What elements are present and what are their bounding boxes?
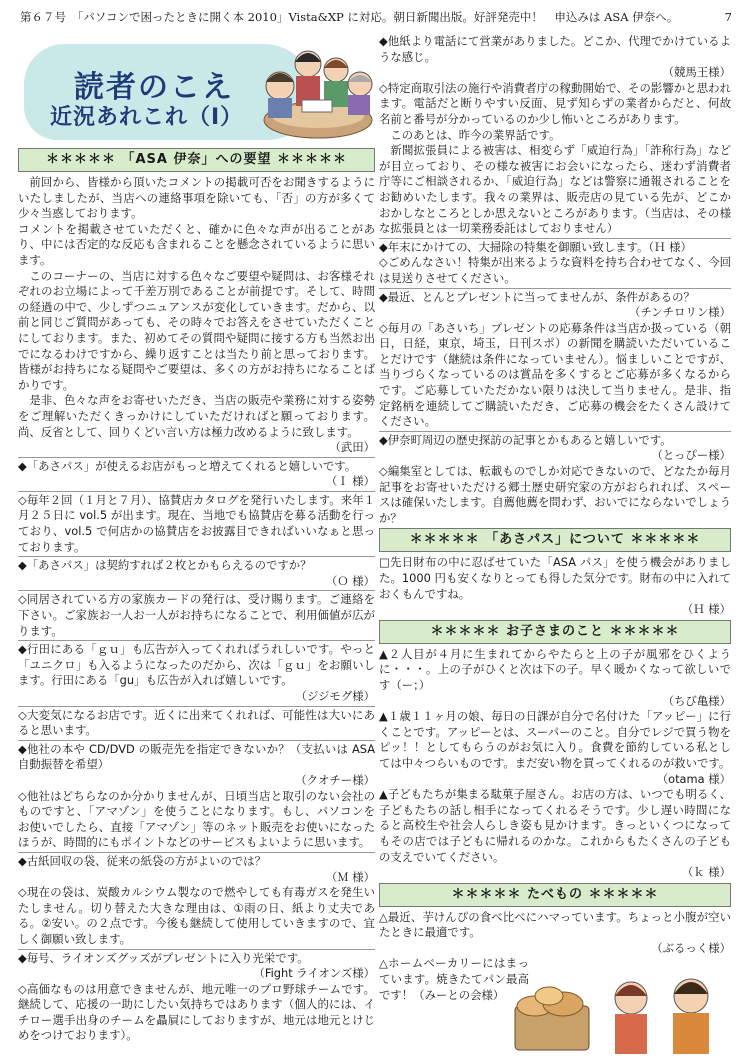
intro-paragraph: 前回から、皆様から頂いたコメントの掲載可否をお聞きするようにいたしましたが、当店への連絡事項を除いても、「否」の方が多くて少々当惑しております。 xyxy=(18,175,375,221)
page-number: 7 xyxy=(724,10,732,24)
reader-comment: ◆他紙より電話にて営業がありました。どこか、代理でかけているような感じ。 xyxy=(379,34,731,64)
shop-reply: ◇ごめんなさい！特集が出来るような資料を持ち合わせてなく、今回は見送りさせてください。 xyxy=(379,255,731,285)
signature: （ちび亀様） xyxy=(662,693,731,708)
divider xyxy=(18,457,375,458)
shop-reply: このあとは、昨今の業界話です。 xyxy=(390,127,561,142)
asa-pass-letters xyxy=(379,555,731,617)
shop-reply: ◇毎月の「あさいち」プレゼントの応募条件は当店か扱っている（朝日，日経，東京，埼玉，日刊スポ）の新聞を購読いただいていることだけです（継続は条件になっていません）。悩ましいことですが、当りづらくなっているのは賞品を多くするとご応募が多くなるからです。ご応募していただかない限りは決して当りません。是非、指定銘柄を連続してご購読いただき、ご応募の機会をたくさん設けてください。 xyxy=(379,320,731,429)
left-column xyxy=(18,34,375,1054)
shop-reply: ◇特定商取引法の施行や消費者庁の稼動開始で、その影響かと思われます。電話だと断りやすい反面、見ず知らずの業者からだと、何故名前と番号が分かっているのか少し怖いところがあります。 xyxy=(379,80,731,126)
divider xyxy=(18,556,375,557)
divider xyxy=(18,949,375,950)
shop-reply: ◇現在の袋は、炭酸カルシウム製なので燃やしても有毒ガスを発生いたしません。切り替えた大きな理由は、①雨の日、紙より丈夫である。②安い。の２点です。今後も継続して使用していきますので、宜しく御願い致します。 xyxy=(18,885,375,946)
divider xyxy=(18,852,375,853)
page-header xyxy=(20,2,732,32)
signature: （とっぴー様） xyxy=(651,448,731,463)
intro-paragraph: 是非、色々な声をお寄せいただき、当店の販売や業務に対する姿勢をご理解いただくきっかけにしていただければと願っております。尚、反省として、回りくどい言い方は極力改めるように致します。 xyxy=(18,393,375,439)
intro-paragraph: このコーナーの、当店に対する色々なご要望や疑問は、お客様それぞれのお立場によって千差万別であることが前提です。そして、時間の経過の中で、少しずつニュアンスが変化していきます。だから、以前と同じご質問があっても、その時々でお答えをさせていただくことにしております。また、初めてその質問や疑問に接する方も当然お出でになるわけですから、繰り返すことは当たり前と思っております。皆様がお持ちになる疑問やご要望は、多くの方がお持ちになることばかりです。 xyxy=(18,268,375,392)
reader-comment: △ホームベーカリーにはまっています。焼きたてパン最高です！（みーとの会様） xyxy=(379,956,529,1002)
divider xyxy=(379,288,731,289)
signature: （otama 様） xyxy=(656,771,731,786)
reader-comment: ◆「あさパス」が使えるお店がもっと増えてくれると嬉しいです。 xyxy=(18,458,357,473)
signature: （武田） xyxy=(329,440,375,455)
shop-reply: ◇編集室としては、転載ものでしか対応できないので、どなたか毎月記事をお寄せいただける郷土歴史研究家の方がおられれば、スペースは確保いたします。自薦他薦を問わず、おいでにならないでしょうか？ xyxy=(379,464,731,525)
header-text: 第６７号 「パソコンで困ったときに開く本 2010」Vista&XP に対応。朝日新聞出版。好評発売中！ 申込みは ASA 伊奈へ。 xyxy=(20,10,679,24)
shop-reply: 新聞拡張員による被害は、相変らず「威迫行為」「詐称行為」などが目立っており、その様な被害にお会いになったら、迷わず消費者庁等にご相談されるか、「威迫行為」などは警察に通報されることをお勧めいたします。我々の業界は、販売店の見ている先が、どこかおかしなところとしか思えないところがあります。（当店は、その様な拡張員とは一切業務委託はしておりません） xyxy=(379,143,731,236)
shop-reply: ◇同居されている方の家族カードの発行は、受け賜ります。ご連絡を下さい。ご家族お一人お一人がお持ちになることで、利用価値が広がります。 xyxy=(18,592,375,638)
shop-reply: ◇他社はどちらなのか分かりませんが、日頃当店と取引のない会社のものですと、「アマゾン」を使うことになります。もし、パソコンをお使いでしたら、直接「アマゾン」等のネット販売をお使いになったほうが、時間的にもポイントなどのサービスもよいように思います。 xyxy=(18,788,375,850)
signature: （クオチー様） xyxy=(295,772,375,787)
kids-letters xyxy=(379,647,731,881)
shop-reply: ◇毎年２回（１月と７月）、協賛店カタログを発行いたします。来年１月２５日に vol.5 が出ます。現在、当地でも協賛店を募る活動を行っており、vol.5 で何店かの協賛店をお披露目できればいいなぁと思っております。 xyxy=(18,492,375,554)
divider xyxy=(18,740,375,741)
section-header-asa-pass: ＊＊＊＊＊ 「あさパス」について ＊＊＊＊＊ xyxy=(379,528,731,552)
reader-comment: ◆「あさパス」は契約すれば２枚とかもらえるのですか？ xyxy=(18,558,312,573)
reader-comment: ◆毎号、ライオンズグッズがプレゼントに入り光栄です。 xyxy=(18,950,309,965)
reader-comment: ◆他社の本や CD/DVD の販売先を指定できないか？（支払いは ASA 自動振替を希望） xyxy=(18,741,375,772)
reader-comment: ◆古紙回収の袋、従来の紙袋の方がよいのでは？ xyxy=(18,853,266,868)
reader-comment: ◆行田にある「ｇｕ」も広告が入ってくれればうれしいです。やっと「ユニクロ」も入るようになったのだから、次は「ｇｕ」をお願いします。行田にある「gu」も広告が入れば嬉しいです。 xyxy=(18,642,375,688)
shop-reply: ◇大変気になるお店です。近くに出来てくれれば、可能性は大いにあると思います。 xyxy=(18,707,375,738)
divider xyxy=(18,640,375,641)
signature: （Ｍ 様） xyxy=(325,869,375,884)
divider xyxy=(379,238,731,239)
signature: （ジジモグ様） xyxy=(295,689,375,703)
divider xyxy=(379,431,731,432)
divider xyxy=(18,706,375,707)
signature: （Ｉ 様） xyxy=(325,474,375,489)
reader-comment: ◆伊奈町周辺の歴史探訪の記事とかもあると嬉しいです。 xyxy=(379,432,672,447)
section-header-kids: ＊＊＊＊＊ お子さまのこと ＊＊＊＊＊ xyxy=(379,620,731,644)
shop-reply: ◇高価なものは用意できませんが、地元唯一のプロ野球チームです。継続して、応援の一助にしたい気持ちではあります（個人的には、イチロー選手出身のチームを贔屓にしておりますが、地元は地元とけじめをつけております）。 xyxy=(18,981,375,1043)
reader-comment: △最近、芋けんぴの食べ比べにハマっています。ちょっと小腹が空いたときに最適です。 xyxy=(379,909,731,940)
signature: （Ｈ 様） xyxy=(681,602,731,617)
right-column xyxy=(379,34,731,1054)
title-block xyxy=(18,34,375,146)
page-title: 読者のこえ xyxy=(74,70,234,105)
signature: （Fight ライオンズ様） xyxy=(253,966,375,981)
reader-comment: ◆年末にかけての、大掃除の特集を御願い致します。（Ｈ 様） xyxy=(379,239,692,254)
bread-and-women-illustration xyxy=(511,966,731,1054)
signature: （チンチロリン様） xyxy=(629,305,731,320)
signature: （Ｏ 様） xyxy=(325,573,375,588)
divider xyxy=(18,590,375,591)
signature: （ぶるっく様） xyxy=(651,940,731,955)
reader-comment: ▲２人目が４月に生まれてからやたらと上の子が風邪をひくように・・・。上の子がひくと次は下の子。早く暖かくなって欲しいです（ー；） xyxy=(379,646,731,692)
intro-paragraph: コメントを掲載させていただくと、確かに色々な声が出ることがあり、中には否定的な反応も含まれることを懸念されているように思います。 xyxy=(18,221,375,267)
section-header-food: ＊＊＊＊＊ たべもの ＊＊＊＊＊ xyxy=(379,883,731,907)
family-reading-illustration xyxy=(262,34,374,142)
reader-comment: ▲１歳１１ヶ月の娘、毎日の日課が自分で名付けた「アッピー」に行くことです。アッピーとは、スーパーのこと。自分でレジで買う物をピッ！！としてもらうのがお気に入り。食費を節約している私としては中々つらいものです。まだ安い物を買ってくれるのが救いです。 xyxy=(379,709,731,770)
reader-comment: □先日財布の中に忍ばせていた「ASA パス」を使う機会がありました。1000 円も安くなりとっても得した気分です。財布の中に入れておくもんですね。 xyxy=(379,555,731,601)
signature: （競馬王様） xyxy=(662,65,731,80)
section-header-asa-request: ＊＊＊＊＊ 「ASA 伊奈」への要望 ＊＊＊＊＊ xyxy=(18,148,375,172)
letters-right xyxy=(379,34,731,526)
reader-comment: ◆最近、とんとプレゼントに当ってませんが、条件があるの？ xyxy=(379,289,695,304)
letters-left xyxy=(18,175,375,1044)
reader-comment: ▲子どもたちが集まる駄菓子屋さん。お店の方は、いつでも明るく、子どもたちの話し相手になってくれるそうです。少し遅い時間になると高校生や社会人らしき姿も見かけます。きっといくつになってもその店では子どもに帰れるのかな。これからもたくさんの子どもの支えでいてください。 xyxy=(379,787,731,864)
page-subtitle: 近況あれこれ（Ⅰ） xyxy=(50,105,244,130)
signature: （ｋ 様） xyxy=(681,865,731,880)
divider xyxy=(18,491,375,492)
